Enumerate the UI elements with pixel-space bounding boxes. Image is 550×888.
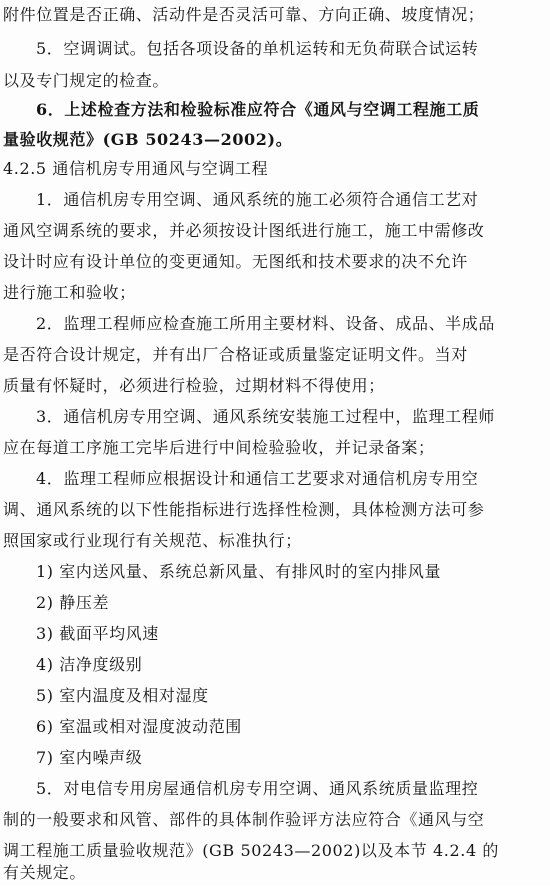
text-line: 2．监理工程师应检查施工所用主要材料、设备、成品、半成品	[36, 314, 495, 333]
text-line: 6．上述检查方法和检验标准应符合《通风与空调工程施工质	[36, 100, 480, 119]
list-item: 1) 室内送风量、系统总新风量、有排风时的室内排风量	[36, 562, 442, 581]
text-line: 质量有怀疑时，必须进行检验，过期材料不得使用；	[3, 376, 385, 395]
list-item: 3) 截面平均风速	[36, 624, 159, 643]
text-line: 1．通信机房专用空调、通风系统的施工必须符合通信工艺对	[36, 190, 479, 209]
text-line: 设计时应有设计单位的变更通知。无图纸和技术要求的决不允许	[3, 252, 468, 271]
list-item: 6) 室温或相对湿度波动范围	[36, 717, 242, 736]
text-line: 照国家或行业现行有关规范、标准执行；	[3, 531, 302, 550]
text-line: 制的一般要求和风管、部件的具体制作验评方法应符合《通风与空	[3, 810, 485, 829]
list-item: 4) 洁净度级别	[36, 655, 143, 674]
text-line: 通风空调系统的要求，并必须按设计图纸进行施工，施工中需修改	[3, 221, 485, 240]
list-item: 2) 静压差	[36, 593, 110, 612]
list-item: 7) 室内噪声级	[36, 748, 143, 767]
text-line: 4．监理工程师应根据设计和通信工艺要求对通信机房专用空	[36, 469, 479, 488]
text-line: 以及专门规定的检查。	[3, 71, 170, 90]
text-line: 调工程施工质量验收规范》(GB 50243—2002)以及本节 4.2.4 的	[3, 841, 500, 860]
list-item: 5) 室内温度及相对湿度	[36, 686, 209, 705]
text-line: 调、通风系统的以下性能指标进行选择性检测，具体检测方法可参	[3, 500, 485, 519]
text-line: 是否符合设计规定，并有出厂合格证或质量鉴定证明文件。当对	[3, 345, 468, 364]
text-line: 有关规定。	[3, 863, 87, 882]
text-line: 进行施工和验收；	[3, 283, 136, 302]
section-heading: 4.2.5 通信机房专用通风与空调工程	[3, 159, 269, 178]
text-line: 5．空调调试。包括各项设备的单机运转和无负荷联合试运转	[36, 39, 479, 58]
text-line: 量验收规范》(GB 50243—2002)。	[3, 130, 293, 149]
text-line: 应在每道工序施工完毕后进行中间检验验收，并记录备案；	[3, 438, 435, 457]
text-line: 附件位置是否正确、活动件是否灵活可靠、方向正确、坡度情况；	[3, 5, 485, 24]
text-line: 3．通信机房专用空调、通风系统安装施工过程中，监理工程师	[36, 407, 495, 426]
text-line: 5．对电信专用房屋通信机房专用空调、通风系统质量监理控	[36, 779, 479, 798]
